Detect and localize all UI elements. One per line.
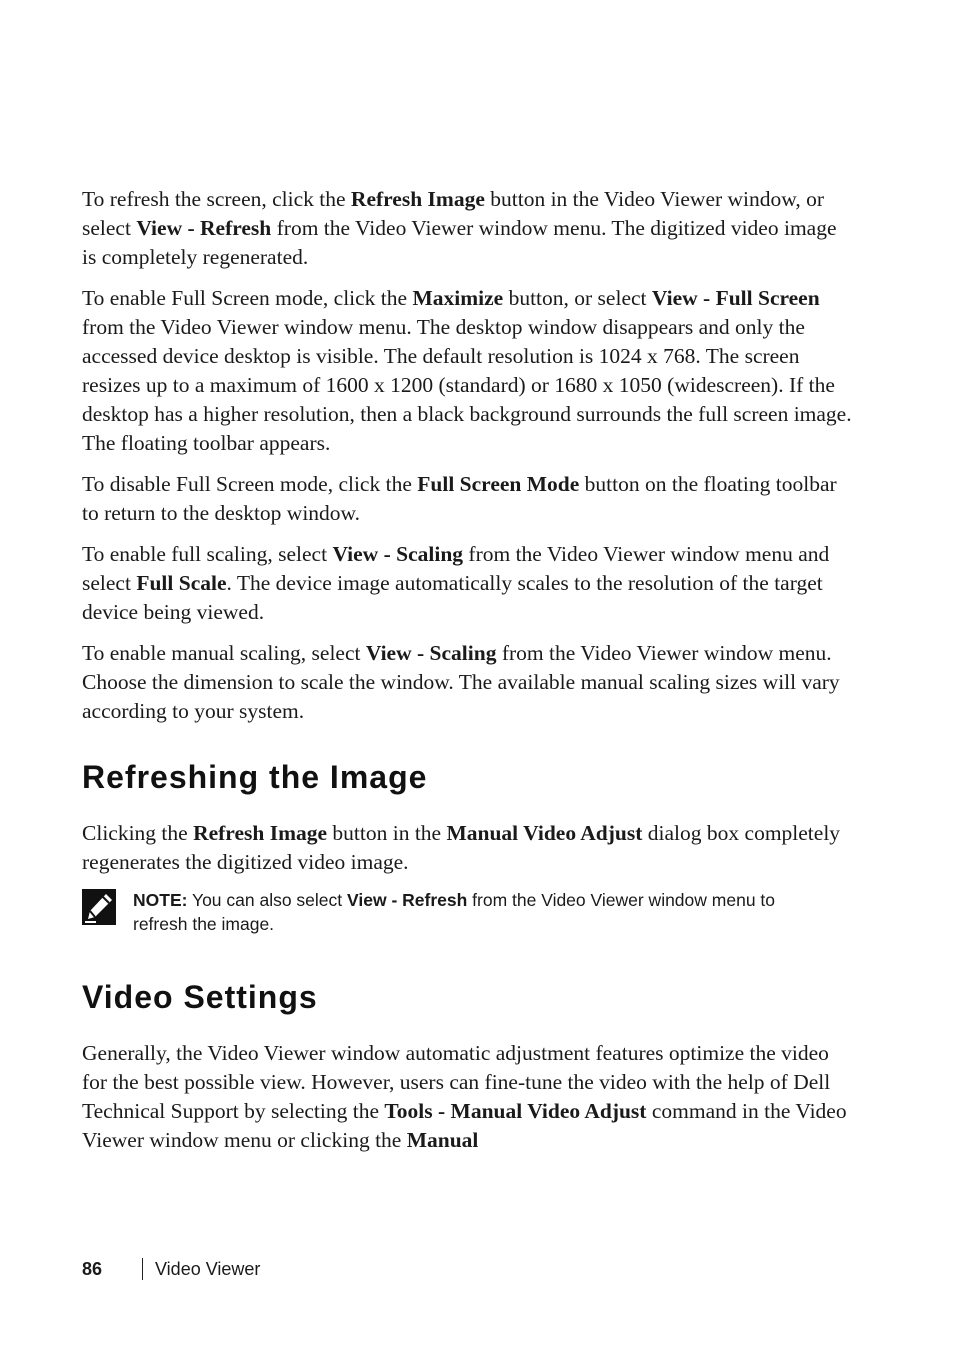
- paragraph-refreshing-image: Clicking the Refresh Image button in the Manual Video Adjust dialog box completely regenerates the digitized video image.: [82, 821, 841, 874]
- note-refresh: NOTE: You can also select View - Refresh from the Video Viewer window menu to refresh the image.: [133, 890, 776, 934]
- paragraph-refresh-screen: To refresh the screen, click the Refresh Image button in the Video Viewer window, or select View - Refresh from the Video Viewer window menu. The digitized video image is completely regenerated.: [82, 187, 837, 269]
- page-number: 86: [82, 1259, 103, 1279]
- footer-divider: [142, 1258, 143, 1280]
- paragraph-disable-full-screen: To disable Full Screen mode, click the Full Screen Mode button on the floating toolbar to return to the desktop window.: [82, 472, 837, 525]
- paragraph-video-settings: Generally, the Video Viewer window automatic adjustment features optimize the video for the best possible view. However, users can fine-tune the video with the help of Dell Technical Support by selecting the Tools - Manual Video Adjust command in the Video Viewer window menu or clicking the Manual: [82, 1041, 847, 1152]
- pencil-note-icon: [82, 889, 116, 925]
- heading-refreshing-the-image: Refreshing the Image: [82, 759, 428, 795]
- paragraph-full-scaling: To enable full scaling, select View - Scaling from the Video Viewer window menu and select Full Scale. The device image automatically scales to the resolution of the target device being viewed.: [82, 542, 830, 624]
- heading-video-settings: Video Settings: [82, 979, 318, 1015]
- chapter-title: Video Viewer: [155, 1259, 261, 1279]
- paragraph-enable-full-screen: To enable Full Screen mode, click the Maximize button, or select View - Full Screen from the Video Viewer window menu. The desktop window disappears and only the accessed device desktop is visible. The default resolution is 1024 x 768. The screen resizes up to a maximum of 1600 x 1200 (standard) or 1680 x 1050 (widescreen). If the desktop has a higher resolution, then a black background surrounds the full screen image. The floating toolbar appears.: [82, 286, 852, 455]
- paragraph-manual-scaling: To enable manual scaling, select View - Scaling from the Video Viewer window menu. Choose the dimension to scale the window. The available manual scaling sizes will vary according to your system.: [82, 641, 840, 723]
